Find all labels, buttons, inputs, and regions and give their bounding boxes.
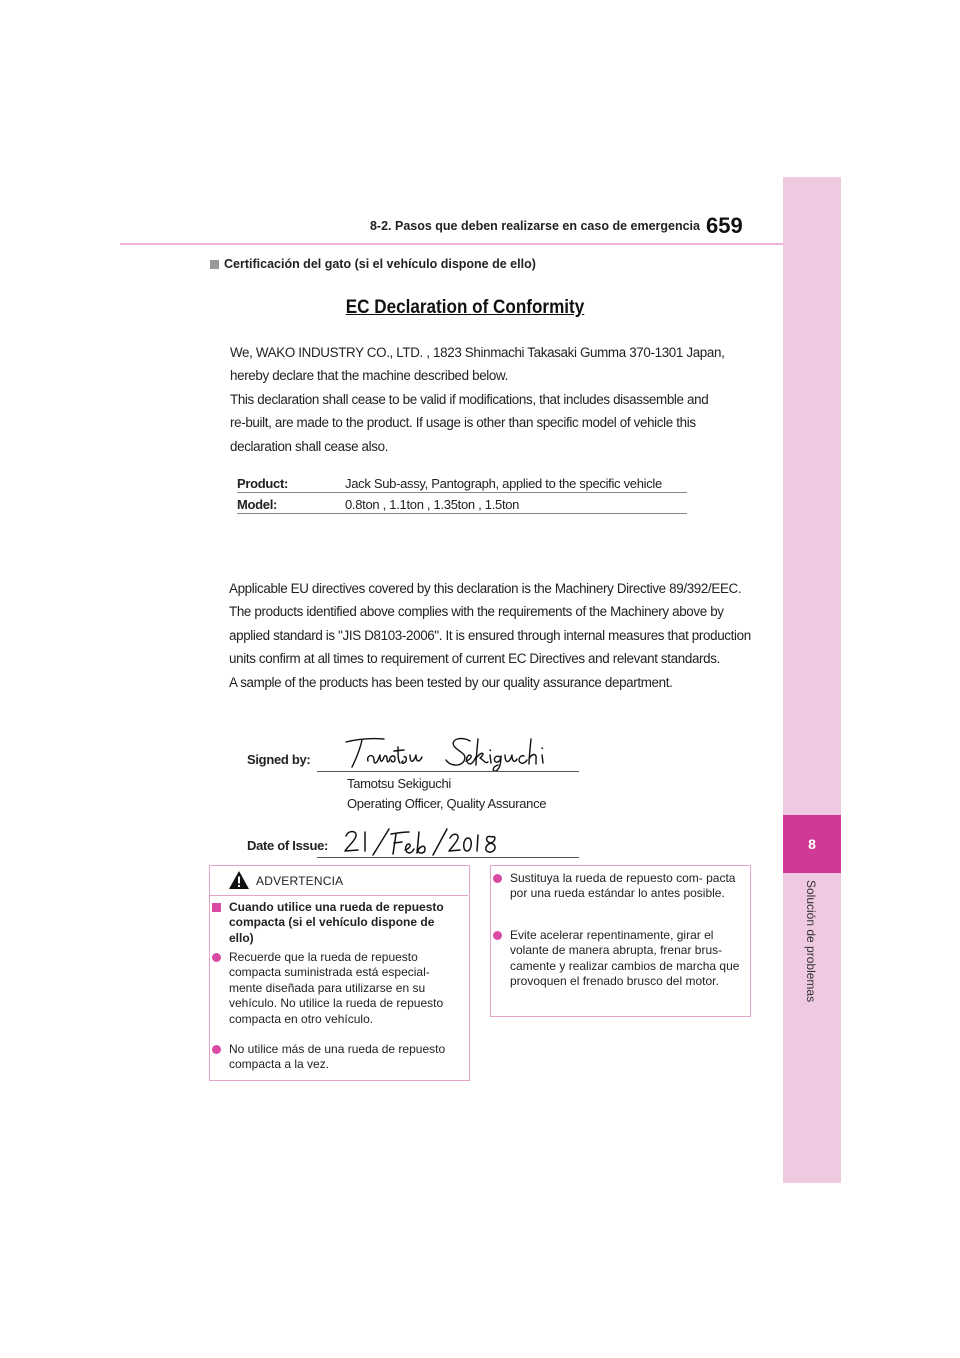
warning-heading-text: Cuando utilice una rueda de repuesto compacta (si el vehículo dispone de ello): [229, 900, 444, 945]
text-line: applied standard is "JIS D8103-2006". It is ensured through internal measures that production: [229, 627, 751, 643]
text-line: units confirm at all times to requirement of current EC Directives and relevant standards.: [229, 651, 720, 667]
list-item-text: Recuerde que la rueda de repuesto compacta suministrada está especial- mente diseñada para utilizarse en su vehículo. No utilice la rueda de repuesto compacta en otro vehículo.: [229, 950, 444, 1026]
text-line: This declaration shall cease to be valid if modifications, that includes disassemble and: [230, 391, 709, 407]
warning-heading: [212, 900, 461, 946]
signature-line: [317, 771, 579, 772]
circle-bullet-icon: [212, 1045, 221, 1054]
certificate-paragraph-2: [229, 577, 749, 694]
square-bullet-icon: [210, 260, 219, 269]
list-item-text: Evite acelerar repentinamente, girar el volante de manera abrupta, frenar brus- camente y realizar cambios de marcha que provoquen el frenado brusco del motor.: [510, 928, 740, 989]
chapter-side-tab: [783, 243, 841, 1183]
page-number: 659: [706, 213, 743, 238]
certificate-title: EC Declaration of Conformity: [345, 297, 585, 318]
list-item: [212, 950, 461, 1027]
text-line: The products identified above complies with the requirements of the Machinery above by: [229, 604, 724, 620]
warning-triangle-icon: [228, 870, 250, 890]
text-line: We, WAKO INDUSTRY CO., LTD. , 1823 Shinmachi Takasaki Gumma 370-1301 Japan,: [230, 345, 725, 360]
subsection-heading-text: Certificación del gato (si el vehículo dispone de ello): [224, 257, 536, 271]
section-title: 8-2. Pasos que deben realizarse en caso de emergencia: [369, 219, 700, 233]
list-item: [493, 928, 742, 990]
list-item-text: No utilice más de una rueda de repuesto compacta a la vez.: [229, 1042, 446, 1072]
signed-by-label: Signed by:: [247, 752, 311, 767]
signer-title: Operating Officer, Quality Assurance: [347, 796, 547, 811]
spec-key: Model:: [237, 497, 278, 512]
signer-name: Tamotsu Sekiguchi: [347, 776, 452, 791]
spec-row-product: [237, 471, 687, 493]
spec-value: 0.8ton , 1.1ton , 1.35ton , 1.5ton: [345, 497, 520, 512]
date-line: [317, 857, 579, 858]
text-line: hereby declare that the machine described below.: [230, 368, 508, 384]
certificate-paragraph-1: [230, 341, 750, 458]
chapter-label: Solución de problemas: [804, 880, 818, 1003]
circle-bullet-icon: [212, 953, 221, 962]
spec-row-model: [237, 492, 687, 514]
spec-key: Product:: [237, 476, 289, 491]
text-line: A sample of the products has been tested by our quality assurance department.: [229, 674, 673, 690]
chapter-number-tab[interactable]: 8: [783, 815, 841, 873]
list-item-text: Sustituya la rueda de repuesto com- pacta por una rueda estándar lo antes posible.: [510, 871, 736, 901]
text-line: Applicable EU directives covered by this declaration is the Machinery Directive 89/392/EEC.: [229, 581, 742, 596]
subsection-heading: [210, 257, 536, 271]
handwritten-date: [343, 826, 508, 858]
chapter-tab-top: [783, 177, 841, 243]
warning-label: ADVERTENCIA: [256, 873, 344, 888]
list-item: [212, 1042, 461, 1073]
header-divider: [120, 243, 783, 245]
text-line: declaration shall cease also.: [230, 438, 389, 454]
circle-bullet-icon: [493, 931, 502, 940]
spec-value: Jack Sub-assy, Pantograph, applied to the specific vehicle: [345, 476, 662, 491]
list-item: [493, 871, 742, 902]
date-of-issue-label: Date of Issue:: [247, 838, 329, 853]
text-line: re-built, are made to the product. If usage is other than specific model of vehicle this: [230, 415, 696, 431]
warning-header: [210, 866, 468, 896]
circle-bullet-icon: [493, 874, 502, 883]
square-bullet-icon: [212, 903, 221, 912]
handwritten-signature: [340, 733, 550, 773]
